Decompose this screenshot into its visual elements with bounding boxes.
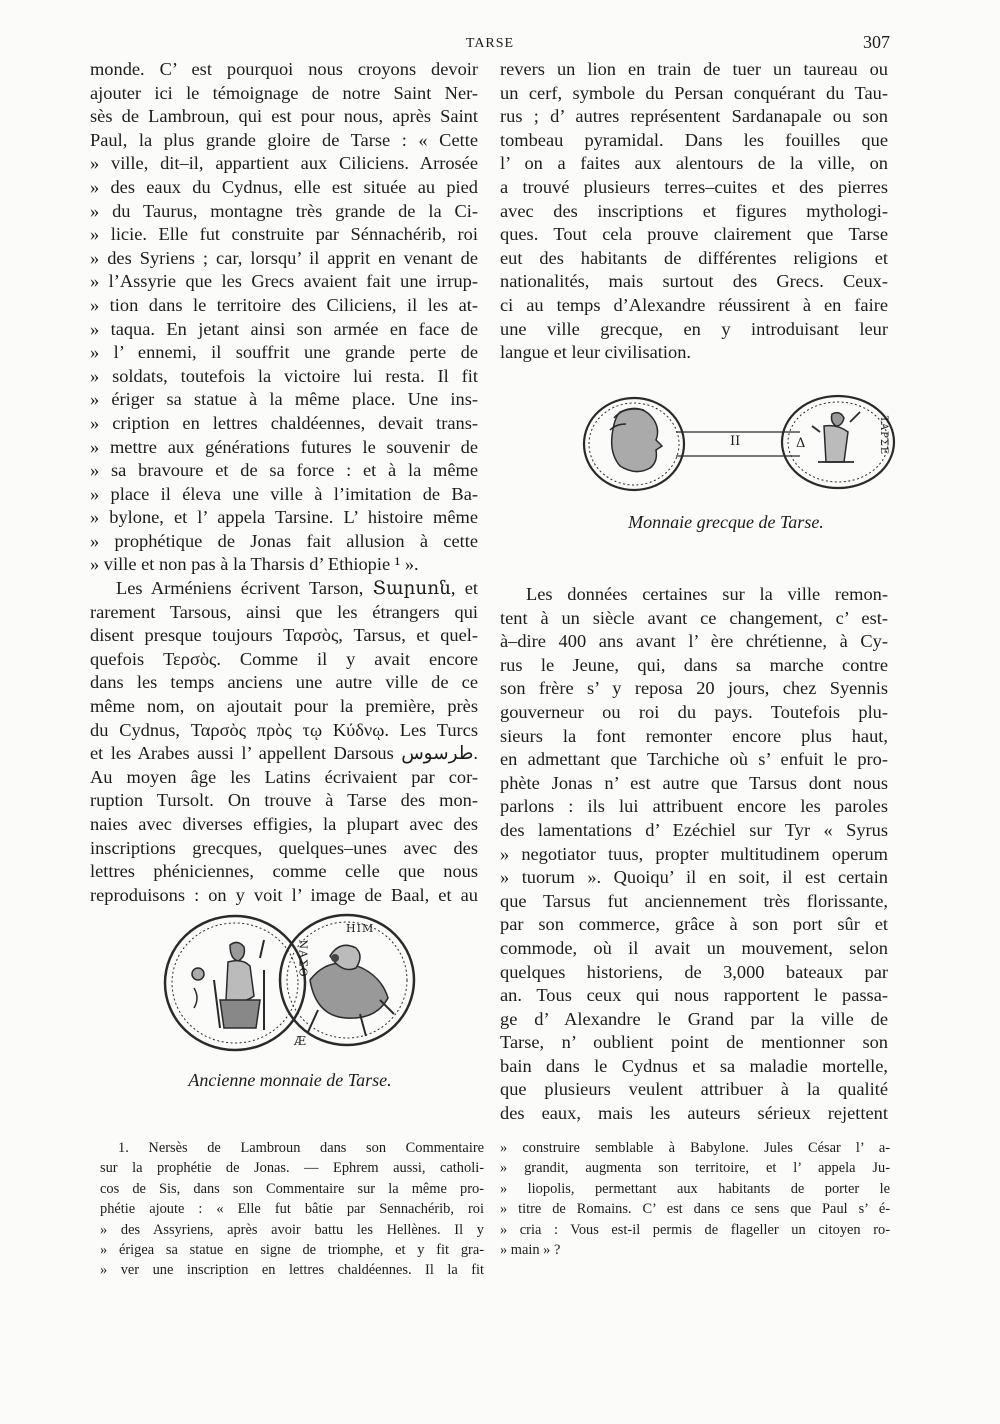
text-line: rus le Jeune, qui, dans sa marche contre bbox=[500, 654, 888, 675]
text-line: an. Tous ceux qui nous rapportent le passa- bbox=[500, 985, 888, 1006]
text-line: » ériger sa statue à la même place. Une ins- bbox=[90, 389, 478, 410]
text-line: langue et leur civilisation. bbox=[500, 342, 692, 363]
footnote-line: » ver une inscription en lettres chaldéennes. Il la fit bbox=[100, 1262, 484, 1279]
text-line: tombeau pyramidal. Dans les fouilles que bbox=[500, 129, 888, 150]
text-line: » place il éleva une ville à l’imitation de Ba- bbox=[90, 483, 478, 504]
text-line: » du Taurus, montagne très grande de la Ci- bbox=[90, 200, 478, 221]
text-line: a trouvé plusieurs terres–cuites et des pierres bbox=[500, 176, 888, 197]
text-line: ques. Tout cela prouve clairement que Tarse bbox=[500, 224, 888, 245]
text-line: » mettre aux générations futures le souvenir de bbox=[90, 436, 478, 457]
text-line: que Tarsus fut anciennement très florissante, bbox=[500, 890, 888, 911]
text-line: tent à un siècle avant ce changement, c’ est- bbox=[500, 607, 888, 628]
text-line: » bylone, et l’ appela Tarsine. L’ histoire même bbox=[90, 507, 478, 528]
text-line: bain dans le Cydnus et sa maladie mortelle, bbox=[500, 1055, 888, 1076]
footnote-line: » liopolis, permettant aux habitants de porter le bbox=[500, 1180, 890, 1197]
text-line: ci au temps d’Alexandre réussirent à en faire bbox=[500, 294, 888, 315]
text-line: Les données certaines sur la ville remon- bbox=[526, 584, 888, 604]
text-line: ge d’ Alexandre le Grand par la ville de bbox=[500, 1008, 888, 1029]
text-line: » ville, dit–il, appartient aux Ciliciens. Arrosée bbox=[90, 153, 478, 174]
footnote-line: » grandit, augmenta son territoire, et l’ appela Ju- bbox=[500, 1160, 890, 1177]
ancient-coin-mark: Æ bbox=[294, 1034, 307, 1048]
text-line: quelques historiens, de 3,000 bateaux par bbox=[500, 961, 888, 982]
footnote-line: » des Assyriens, après avoir battu les Hellènes. Il y bbox=[100, 1221, 484, 1238]
text-line: sès de Lambroun, qui est pour nous, après Saint bbox=[90, 106, 478, 127]
text-line: nationalités, mais surtout des Grecs. Ceux- bbox=[500, 271, 888, 292]
text-line: » l’ ennemi, il souffrit une grande perte de bbox=[90, 342, 478, 363]
text-line: Les Arméniens écrivent Tarson, Տարսոն, et bbox=[116, 578, 478, 599]
text-line: » l’Assyrie que les Grecs avaient fait une irrup- bbox=[90, 271, 478, 292]
page-number: 307 bbox=[863, 32, 890, 52]
text-line: » prophétique de Jonas fait allusion à cette bbox=[90, 530, 478, 551]
text-line: avec des inscriptions et figures mythologi- bbox=[500, 200, 888, 221]
footnote-line: phétie ajoute : « Elle fut bâtie par Sennachérib, roi bbox=[100, 1201, 484, 1218]
running-title: TARSE bbox=[465, 36, 515, 51]
footnote-left bbox=[100, 1138, 484, 1281]
footnote-line: » érigea sa statue en signe de triomphe, et y fit gra- bbox=[100, 1242, 484, 1259]
text-line: quefois Τερσὸς. Comme il y avait encore bbox=[90, 648, 478, 669]
text-line: du Cydnus, Ταρσὸς πρὸς τῳ Κύδνῳ. Les Turcs bbox=[90, 719, 478, 740]
text-line: naies avec diverses effigies, la plupart avec des bbox=[90, 814, 478, 834]
greek-coin-monogram: Δ bbox=[796, 436, 806, 451]
footnote-line: » cria : Vous est-il permis de flageller un citoyen ro- bbox=[500, 1221, 890, 1238]
right-paragraph-bottom bbox=[500, 583, 888, 1126]
text-line: Paul, la plus grande gloire de Tarse : « Cette bbox=[90, 129, 478, 150]
text-line: » taqua. En jetant ainsi son armée en face de bbox=[90, 318, 478, 339]
ancient-coin-figure bbox=[160, 910, 420, 1096]
text-line: ruption Tursolt. On trouve à Tarse des mon- bbox=[90, 790, 478, 811]
right-column-continued bbox=[500, 583, 888, 1126]
text-line: » ville et non pas à la Tharsis d’ Ethiopie ¹ ». bbox=[90, 554, 419, 575]
text-line: inscriptions grecques, quelques–unes avec des bbox=[90, 837, 478, 858]
text-line: lettres phéniciennes, comme celle que nous bbox=[90, 861, 478, 882]
footnote-right bbox=[500, 1138, 890, 1260]
right-paragraph-top bbox=[500, 58, 888, 365]
text-line: même nom, on ajoutait pour la première, près bbox=[90, 696, 478, 717]
ancient-coin-illustration bbox=[160, 910, 420, 1060]
text-line: » cription en lettres chaldéennes, devait trans- bbox=[90, 412, 478, 433]
text-line: rus ; d’ autres représentent Sardanapale ou son bbox=[500, 106, 888, 127]
text-line: gouverneur ou roi du pays. Toutefois plu- bbox=[500, 701, 888, 722]
left-column bbox=[90, 58, 478, 907]
text-line: dans les temps anciens une autre ville de ce bbox=[90, 672, 478, 693]
footnote-line: 1. Nersès de Lambroun dans son Commentaire bbox=[118, 1140, 484, 1156]
text-line: une ville grecque, en y introduisant leur bbox=[500, 318, 888, 339]
text-line: des eaux, mais les auteurs sérieux rejettent bbox=[500, 1103, 888, 1124]
footnote-line: » construire semblable à Babylone. Jules César l’ a- bbox=[500, 1140, 890, 1156]
text-line: rarement Tarsous, ainsi que les étrangers qui bbox=[90, 601, 478, 622]
text-line: ajouter ici le témoignage de notre Saint Ner- bbox=[90, 82, 478, 103]
text-line: disent presque toujours Ταρσὸς, Tarsus, et quel- bbox=[90, 625, 478, 646]
text-line: sieurs la font remonter encore plus haut, bbox=[500, 725, 888, 746]
text-line: par son commerce, grâce à son port sûr et bbox=[500, 914, 888, 935]
text-line: son frère s’ y reposa 20 jours, chez Syennis bbox=[500, 678, 888, 699]
text-line: reproduisons : on y voit l’ image de Baal, et au bbox=[90, 884, 478, 905]
text-line: à–dire 400 ans avant l’ ère chrétienne, à Cy- bbox=[500, 631, 888, 652]
text-line: Tarse, n’ oublient point de mentionner son bbox=[500, 1032, 888, 1053]
text-line: et les Arabes aussi l’ appellent Darsous طرسوس. bbox=[90, 743, 478, 764]
text-line: » sa bravoure et de sa force : et à la même bbox=[90, 460, 478, 481]
footnote-line: sur la prophétie de Jonas. — Ephrem aussi, catholi- bbox=[100, 1160, 484, 1177]
greek-coin-center-mark: II bbox=[730, 434, 741, 449]
greek-coin-figure bbox=[580, 392, 900, 552]
footnote-line: » main » ? bbox=[500, 1242, 561, 1259]
ancient-coin-obverse-legend: ΝΑΣΟ bbox=[296, 939, 310, 978]
text-line: » des eaux du Cydnus, elle est située au pied bbox=[90, 176, 478, 197]
greek-coin-legend: TAPΣE bbox=[878, 415, 890, 456]
text-line: que plusieurs veulent attribuer à la qualité bbox=[500, 1079, 888, 1100]
text-line: monde. C’ est pourquoi nous croyons devoir bbox=[90, 59, 478, 79]
text-line: un cerf, symbole du Persan conquérant du Tau- bbox=[500, 82, 888, 103]
text-line: Au moyen âge les Latins écrivaient par cor- bbox=[90, 766, 478, 787]
text-line: l’ on a faites aux alentours de la ville, on bbox=[500, 153, 888, 174]
ancient-coin-reverse-legend: ΗΙΜ bbox=[346, 922, 375, 935]
running-header bbox=[90, 34, 890, 58]
text-line: des lamentations d’ Ezéchiel sur Tyr « Syrus bbox=[500, 819, 888, 840]
text-line: » soldats, toutefois la victoire lui resta. Il fit bbox=[90, 365, 478, 386]
text-line: parlons : ils lui attribuent encore les paroles bbox=[500, 796, 888, 817]
footnote-line: cos de Sis, dans son Commentaire sur la même pro- bbox=[100, 1180, 484, 1197]
right-column bbox=[500, 58, 888, 365]
ancient-coin-caption: Ancienne monnaie de Tarse. bbox=[188, 1070, 392, 1090]
left-paragraphs bbox=[90, 58, 478, 907]
text-line: » tuorum ». Quoiqu’ il en soit, il est certain bbox=[500, 867, 888, 888]
text-line: » licie. Elle fut construite par Sénnachérib, roi bbox=[90, 224, 478, 245]
footnote-line: » titre de Romains. C’ est dans ce sens que Paul s’ é- bbox=[500, 1201, 890, 1218]
text-line: eut des habitants de différentes religions et bbox=[500, 247, 888, 268]
text-line: commode, où il avait un mouvement, selon bbox=[500, 937, 888, 958]
text-line: » negotiator tuus, propter multitudinem operum bbox=[500, 843, 888, 864]
text-line: » tion dans le territoire des Ciliciens, il les at- bbox=[90, 294, 478, 315]
text-line: phète Jonas n’ est autre que Tarsus dont nous bbox=[500, 772, 888, 793]
greek-coin-caption: Monnaie grecque de Tarse. bbox=[628, 512, 824, 532]
text-line: revers un lion en train de tuer un taureau ou bbox=[500, 59, 888, 79]
text-line: en admettant que Tarchiche où s’ enfuit le pro- bbox=[500, 749, 888, 770]
text-line: » des Syriens ; car, lorsqu’ il apprit en venant de bbox=[90, 247, 478, 268]
